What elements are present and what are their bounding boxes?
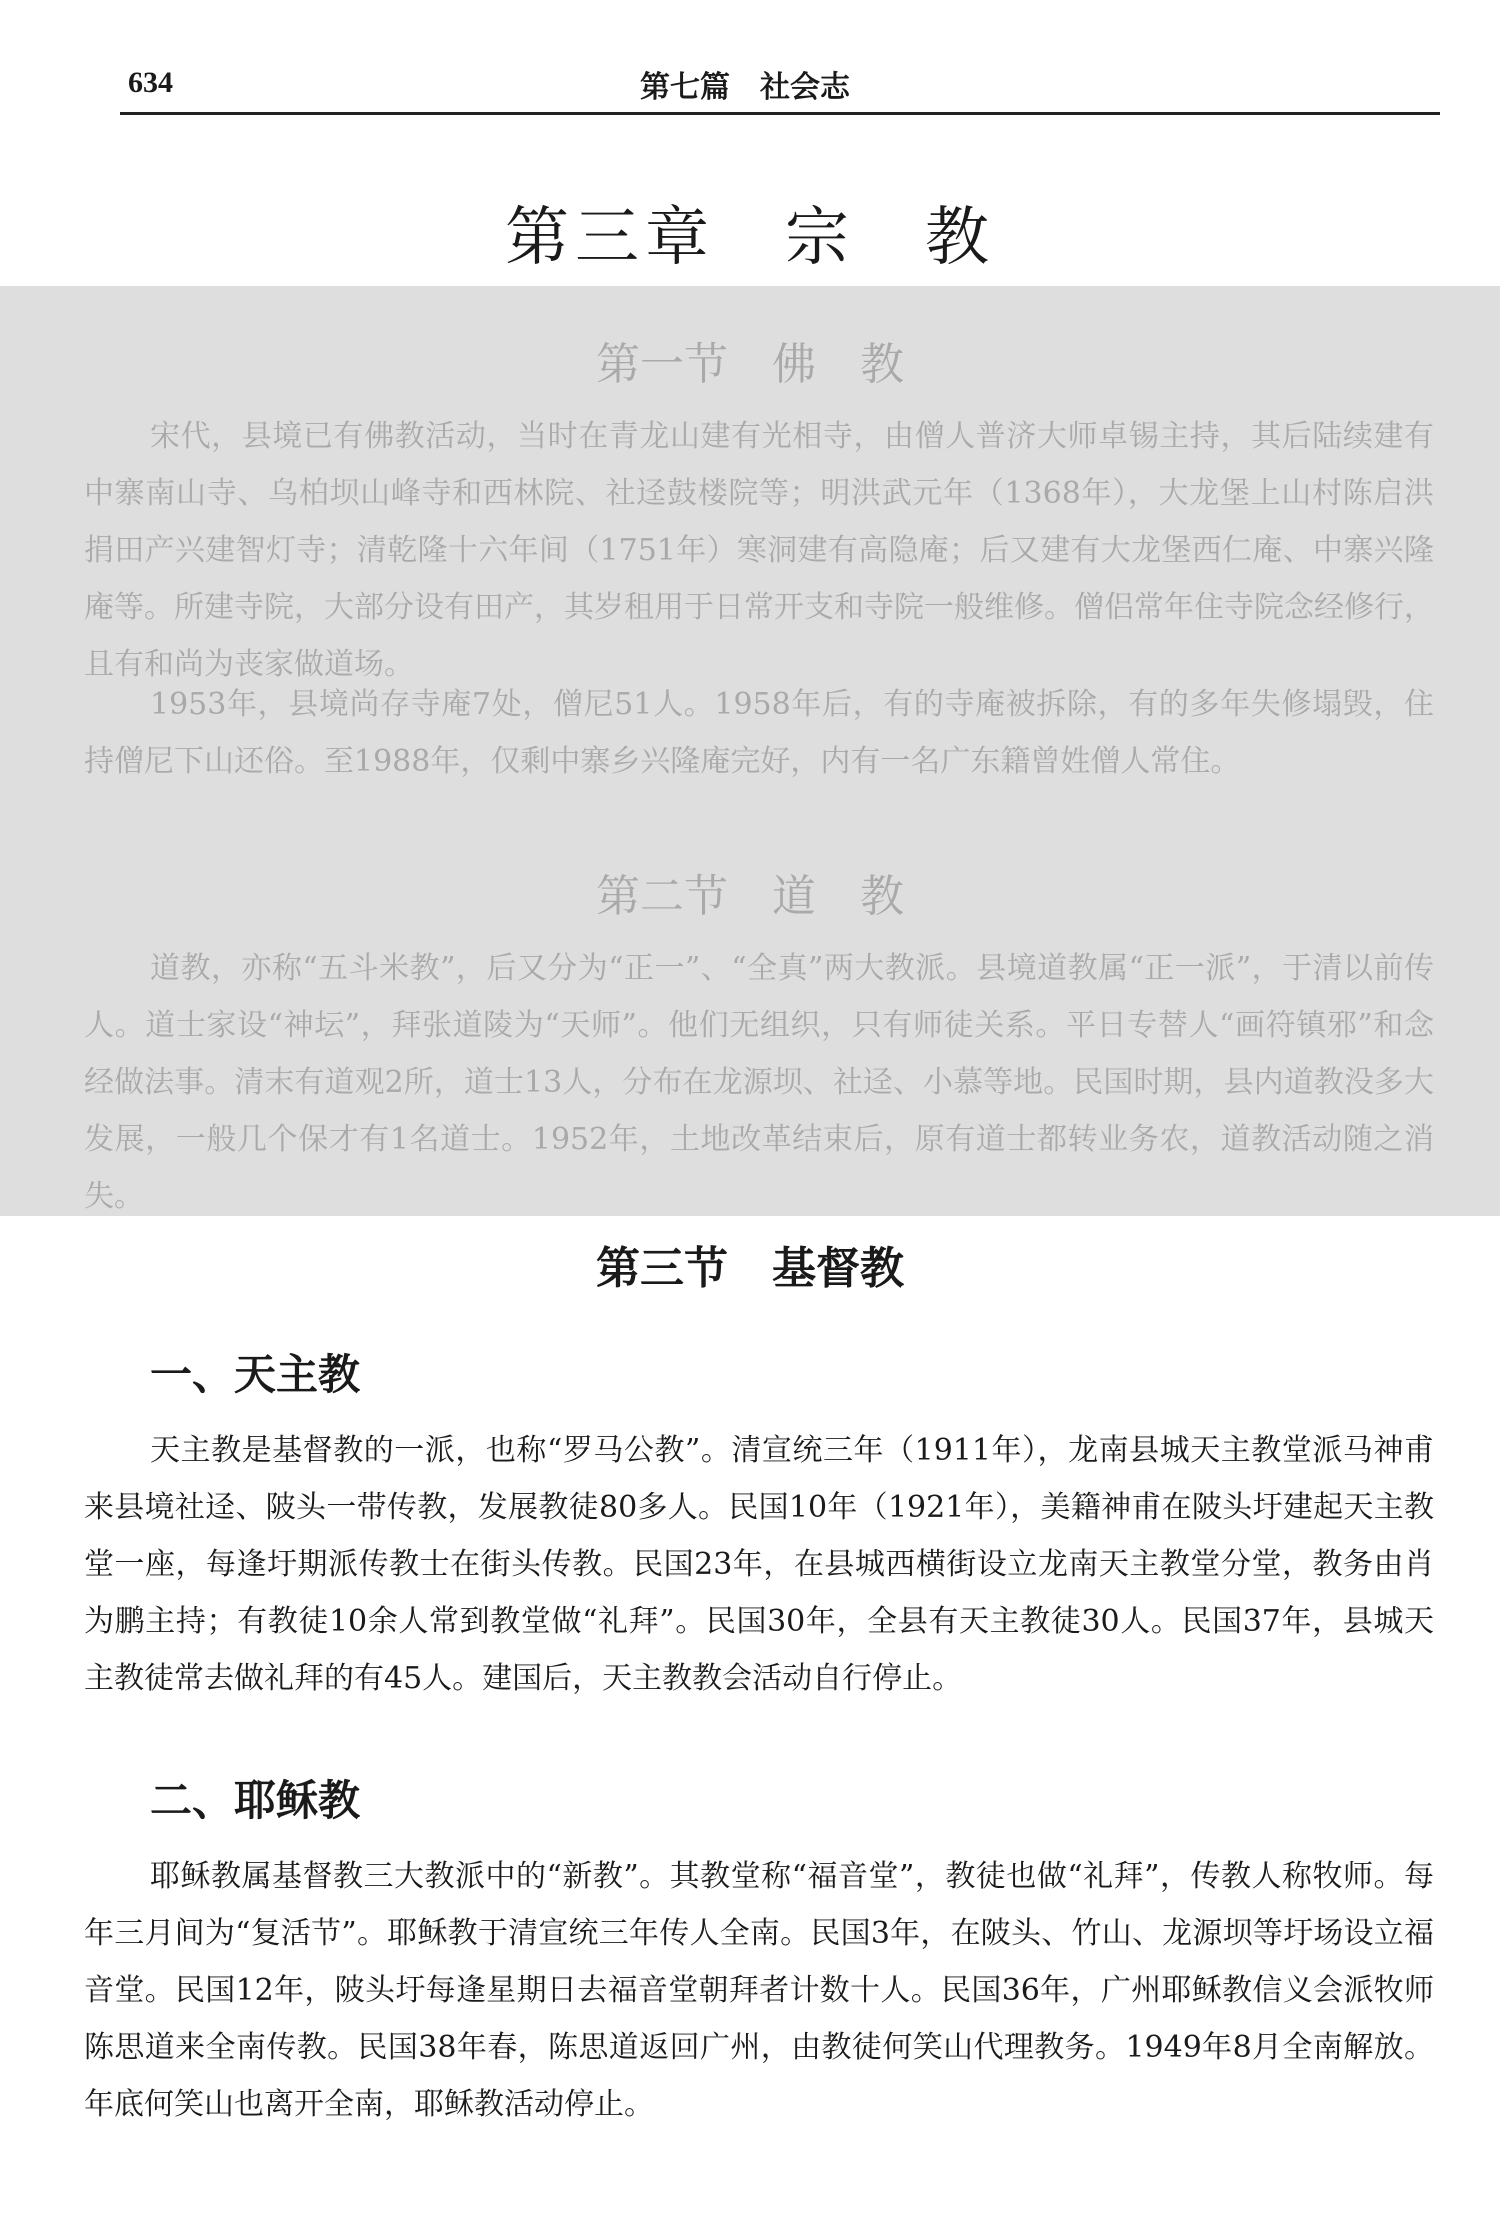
running-title: 第七篇 社会志 xyxy=(640,70,850,105)
page-number: 634 xyxy=(128,66,173,99)
paragraph-buddhism-2: 1953年，县境尚存寺庵7处，僧尼51人。1958年后，有的寺庵被拆除，有的多年失修塌毁，住持僧尼下山还俗。至1988年，仅剩中寨乡兴隆庵完好，内有一名广东籍曾姓僧人常住。 xyxy=(84,687,1434,779)
paragraph-catholicism: 天主教是基督教的一派，也称“罗马公教”。清宣统三年（1911年），龙南县城天主教堂派马神甫来县境社迳、陂头一带传教，发展教徒80多人。民国10年（1921年），美籍神甫在陂头圩建起天主教堂一座，每逢圩期派传教士在街头传教。民国23年，在县城西横街设立龙南天主教堂分堂，教务由肖为鹏主持；有教徒10余人常到教堂做“礼拜”。民国30年，全县有天主教徒30人。民国37年，县城天主教徒常去做礼拜的有45人。建国后，天主教教会活动自行停止。 xyxy=(84,1433,1434,1696)
paragraph-taoism-1: 道教，亦称“五斗米教”，后又分为“正一”、“全真”两大教派。县境道教属“正一派”，于清以前传人。道士家设“神坛”，拜张道陵为“天师”。他们无组织，只有师徒关系。平日专替人“画符镇邪”和念经做法事。清末有道观2所，道士13人，分布在龙源坝、社迳、小慕等地。民国时期，县内道教没多大发展，一般几个保才有1名道士。1952年，土地改革结束后，原有道士都转业务农，道教活动随之消失。 xyxy=(84,951,1434,1214)
paragraph-protestantism: 耶稣教属基督教三大教派中的“新教”。其教堂称“福音堂”，教徒也做“礼拜”，传教人称牧师。每年三月间为“复活节”。耶稣教于清宣统三年传人全南。民国3年，在陂头、竹山、龙源坝等圩场设立福音堂。民国12年，陂头圩每逢星期日去福音堂朝拜者计数十人。民国36年，广州耶稣教信义会派牧师陈思道来全南传教。民国38年春，陈思道返回广州，由教徒何笑山代理教务。1949年8月全南解放。年底何笑山也离开全南，耶稣教活动停止。 xyxy=(84,1859,1434,2122)
section-title-buddhism: 第一节 佛 教 xyxy=(596,339,904,390)
chapter-title: 第三章 宗 教 xyxy=(505,201,995,275)
section-title-christianity: 第三节 基督教 xyxy=(596,1243,904,1294)
header-rule xyxy=(120,112,1440,115)
subsection-title-catholicism: 一、天主教 xyxy=(150,1350,361,1399)
subsection-title-protestantism: 二、耶稣教 xyxy=(150,1776,361,1825)
paragraph-buddhism-1: 宋代，县境已有佛教活动，当时在青龙山建有光相寺，由僧人普济大师卓锡主持，其后陆续建有中寨南山寺、乌柏坝山峰寺和西林院、社迳鼓楼院等；明洪武元年（1368年），大龙堡上山村陈启洪捐田产兴建智灯寺；清乾隆十六年间（1751年）寒洞建有高隐庵；后又建有大龙堡西仁庵、中寨兴隆庵等。所建寺院，大部分设有田产，其岁租用于日常开支和寺院一般维修。僧侣常年住寺院念经修行，且有和尚为丧家做道场。 xyxy=(84,419,1434,682)
section-title-taoism: 第二节 道 教 xyxy=(596,871,904,922)
page-header xyxy=(120,58,1440,114)
